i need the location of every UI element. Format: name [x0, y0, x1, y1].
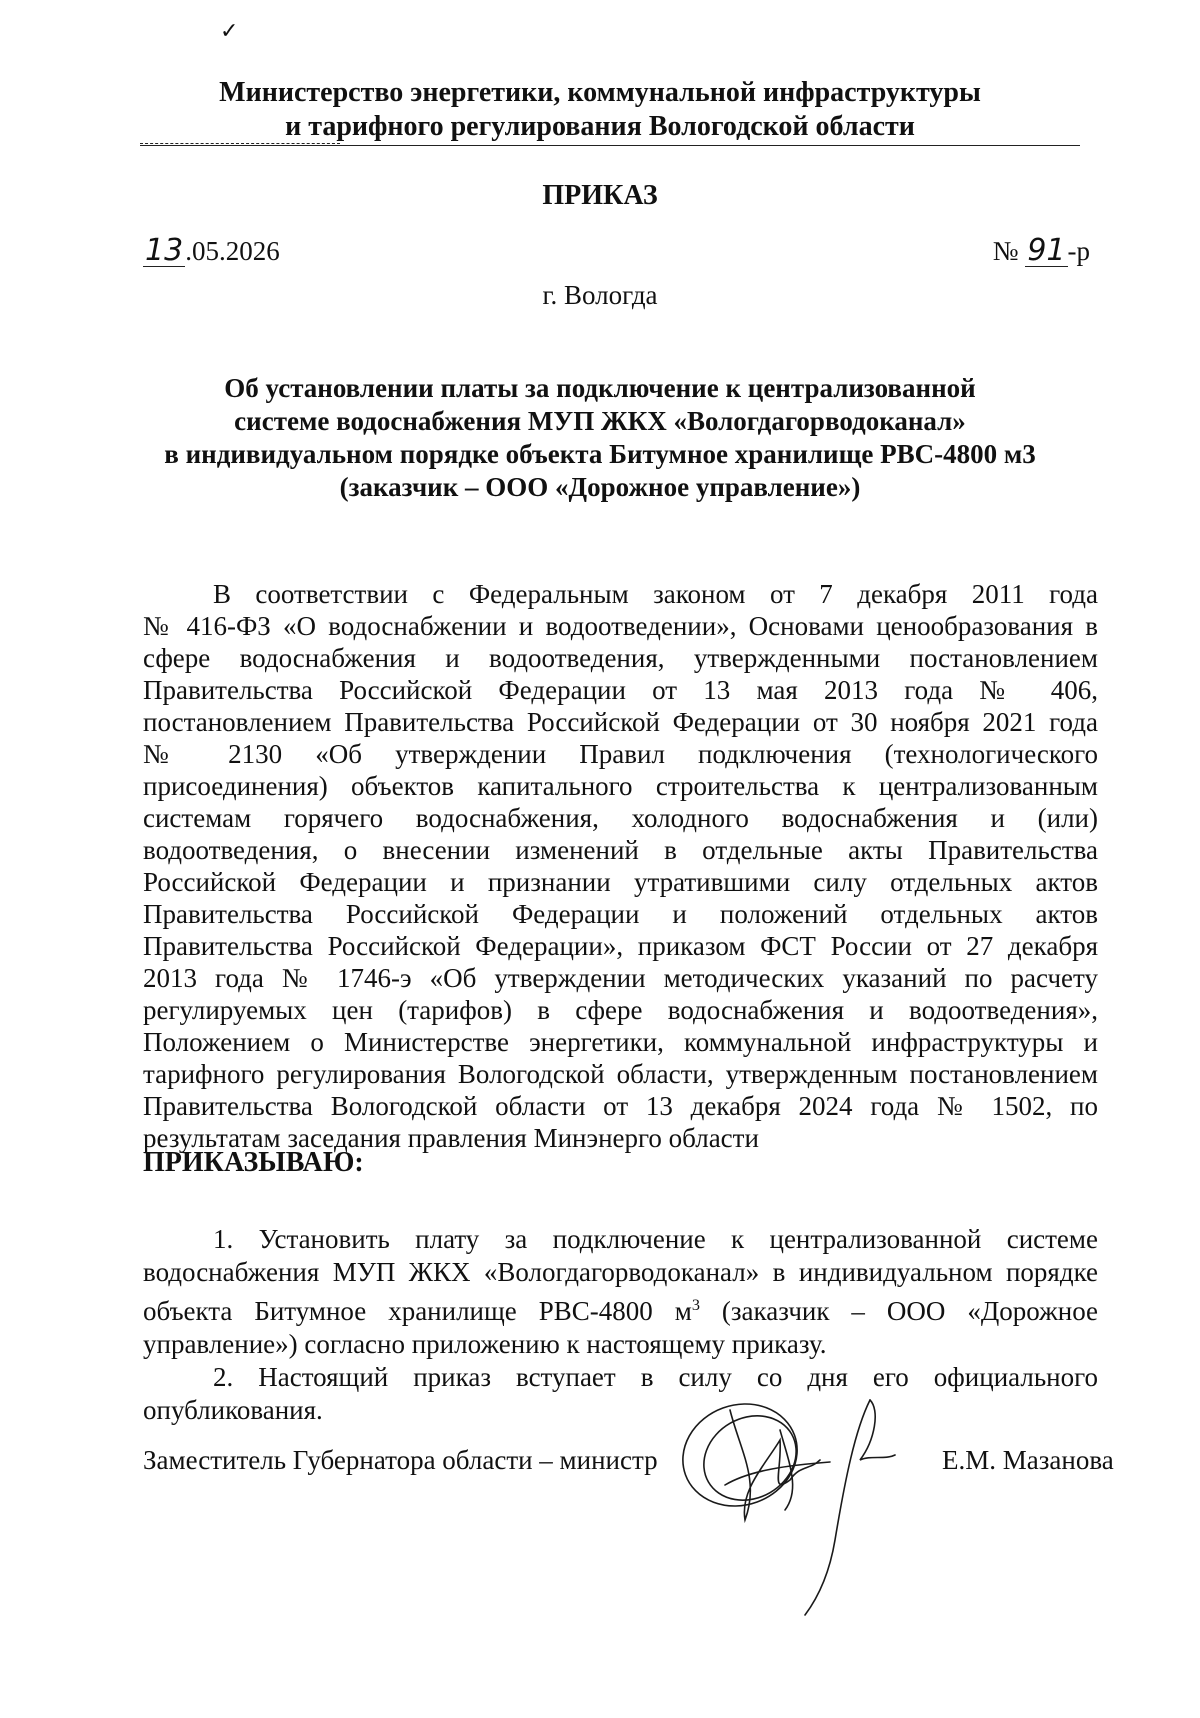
item-line: опубликования. [143, 1395, 323, 1425]
preamble-line: системам горячего водоснабжения, холодного водоснабжения и (или) [143, 803, 1098, 833]
item-line: управление») согласно приложению к настоящему приказу. [143, 1329, 827, 1359]
document-title: ПРИКАЗ [542, 180, 658, 211]
preamble-line: водоотведения, о внесении изменений в отдельные акты Правительства [143, 835, 1098, 865]
header-rule-dashed [140, 143, 340, 144]
preamble-line: Российской Федерации и признании утратившими силу отдельных актов [143, 867, 1098, 897]
item-line: водоснабжения МУП ЖКХ «Вологдагорводоканал» в индивидуальном порядке [143, 1257, 1098, 1287]
preamble-line: В соответствии с Федеральным законом от 7 декабря 2011 года [213, 579, 1098, 609]
preamble-line: Положением о Министерстве энергетики, коммунальной инфраструктуры и [143, 1027, 1098, 1057]
number-suffix: -р [1067, 236, 1090, 266]
ministry-name-line1: Министерство энергетики, коммунальной инфраструктуры [219, 77, 981, 108]
ministry-name-line2: и тарифного регулирования Вологодской области [285, 111, 915, 142]
subject-line: (заказчик – ООО «Дорожное управление») [339, 472, 861, 502]
superscript: 3 [691, 1296, 700, 1314]
preamble-line: регулируемых цен (тарифов) в сфере водоснабжения и водоотведения», [143, 995, 1098, 1025]
preamble [143, 578, 1098, 1154]
preamble-line: присоединения) объектов капитального строительства к централизованным [143, 771, 1098, 801]
item-text: (заказчик – ООО «Дорожное [699, 1296, 1099, 1326]
item-line [143, 1289, 1098, 1328]
city: г. Вологда [542, 280, 658, 310]
order-date [143, 233, 280, 268]
signatory-position: Заместитель Губернатора области – министр [143, 1445, 658, 1475]
preamble-line: Правительства Вологодской области от 13 декабря 2024 года № 1502, по [143, 1091, 1098, 1121]
ministry-header [0, 76, 1200, 144]
handwritten-signature [670, 1370, 960, 1620]
preamble-line: результатам заседания правления Минэнерго области [143, 1123, 759, 1153]
item-line: 1. Установить плату за подключение к централизованной системе [213, 1224, 1098, 1254]
preamble-line: 2013 года № 1746-э «Об утверждении методических указаний по расчету [143, 963, 1098, 993]
order-subject [0, 372, 1200, 504]
preamble-line: № 2130 «Об утверждении Правил подключения (технологического [143, 739, 1098, 769]
preamble-line: сфере водоснабжения и водоотведения, утвержденными постановлением [143, 643, 1098, 673]
handwritten-day: 13 [145, 233, 184, 268]
preamble-line: Правительства Российской Федерации от 13 мая 2013 года № 406, [143, 675, 1098, 705]
header-rule [140, 145, 1080, 146]
order-number [992, 233, 1090, 268]
subject-line: в индивидуальном порядке объекта Битумное хранилище РВС-4800 м3 [164, 439, 1036, 469]
item-text: объекта Битумное хранилище РВС-4800 м [143, 1296, 692, 1326]
preamble-line: Правительства Российской Федерации», приказом ФСТ России от 27 декабря [143, 931, 1098, 961]
number-prefix: № [992, 236, 1026, 266]
item-line: 2. Настоящий приказ вступает в силу со дня его официального [213, 1362, 1098, 1392]
order-directive: ПРИКАЗЫВАЮ: [143, 1147, 364, 1178]
corner-check-mark: ✓ [220, 18, 239, 43]
signatory-name: Е.М. Мазанова [942, 1445, 1114, 1475]
handwritten-number: 91 [1027, 233, 1066, 268]
subject-line: системе водоснабжения МУП ЖКХ «Вологдагорводоканал» [234, 406, 966, 436]
preamble-line: № 416-ФЗ «О водоснабжении и водоотведении», Основами ценообразования в [143, 611, 1098, 641]
preamble-line: тарифного регулирования Вологодской области, утвержденным постановлением [143, 1059, 1098, 1089]
date-rest: .05.2026 [185, 236, 280, 266]
preamble-line: Правительства Российской Федерации и положений отдельных актов [143, 899, 1098, 929]
subject-line: Об установлении платы за подключение к централизованной [224, 373, 976, 403]
preamble-line: постановлением Правительства Российской Федерации от 30 ноября 2021 года [143, 707, 1098, 737]
